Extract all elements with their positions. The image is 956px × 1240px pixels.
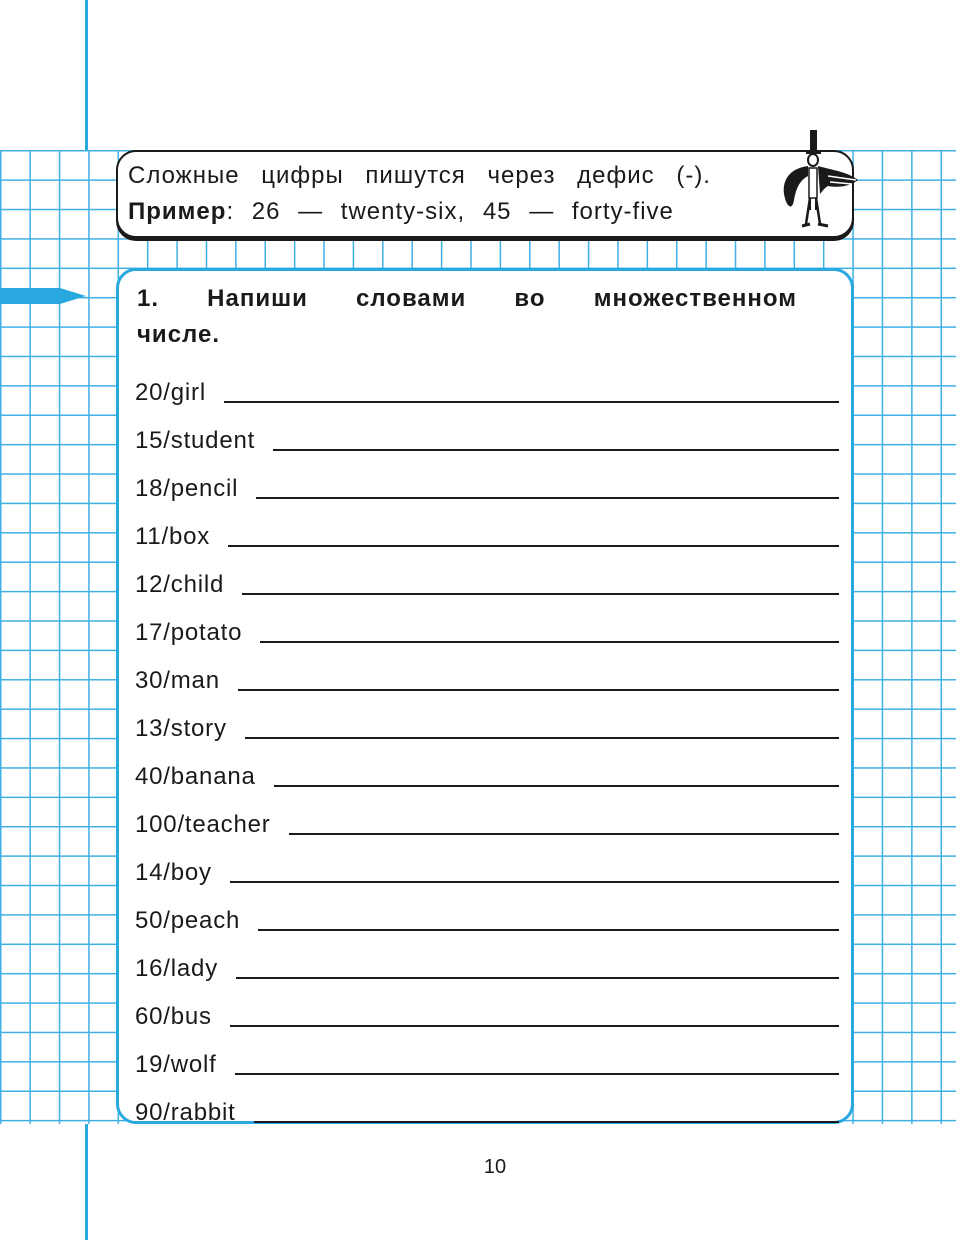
list-item xyxy=(135,455,839,503)
answer-line[interactable] xyxy=(289,832,839,835)
answer-line[interactable] xyxy=(273,448,839,451)
item-label: 13/story xyxy=(135,715,227,742)
answer-line[interactable] xyxy=(260,640,839,643)
item-label: 100/teacher xyxy=(135,811,271,838)
list-item xyxy=(135,1079,839,1127)
list-item xyxy=(135,503,839,551)
answer-line[interactable] xyxy=(254,1120,839,1123)
list-item xyxy=(135,647,839,695)
item-label: 14/boy xyxy=(135,859,212,886)
exercise-box xyxy=(116,268,854,1124)
answer-line[interactable] xyxy=(228,544,839,547)
example-label: Пример xyxy=(128,198,227,225)
list-item xyxy=(135,743,839,791)
task-title: 1. Напиши словами во множественном числе. xyxy=(137,285,797,348)
answer-line[interactable] xyxy=(256,496,839,499)
list-item xyxy=(135,359,839,407)
item-label: 19/wolf xyxy=(135,1051,217,1078)
example-text: : 26 — twenty-six, 45 — forty-five xyxy=(226,198,674,225)
item-label: 90/rabbit xyxy=(135,1099,236,1126)
list-item xyxy=(135,551,839,599)
rule-example xyxy=(128,198,674,226)
answer-line[interactable] xyxy=(224,400,839,403)
magician-figure-icon xyxy=(770,128,862,232)
item-label: 60/bus xyxy=(135,1003,212,1030)
item-label: 40/banana xyxy=(135,763,256,790)
rule-box xyxy=(116,150,854,238)
list-item xyxy=(135,791,839,839)
item-label: 12/child xyxy=(135,571,225,598)
item-label: 30/man xyxy=(135,667,220,694)
answer-line[interactable] xyxy=(236,976,839,979)
item-label: 50/peach xyxy=(135,907,241,934)
exercise-items xyxy=(135,359,839,1127)
answer-line[interactable] xyxy=(274,784,839,787)
answer-line[interactable] xyxy=(230,880,839,883)
arrow-marker-icon xyxy=(0,287,86,305)
list-item xyxy=(135,983,839,1031)
answer-line[interactable] xyxy=(242,592,839,595)
list-item xyxy=(135,1031,839,1079)
list-item xyxy=(135,887,839,935)
item-label: 18/pencil xyxy=(135,475,239,502)
page-number: 10 xyxy=(483,1156,507,1178)
item-label: 17/potato xyxy=(135,619,243,646)
list-item xyxy=(135,839,839,887)
item-label: 16/lady xyxy=(135,955,218,982)
list-item xyxy=(135,407,839,455)
item-label: 15/student xyxy=(135,427,256,454)
list-item xyxy=(135,695,839,743)
rule-text: Сложные цифры пишутся через дефис (-). xyxy=(128,162,711,189)
answer-line[interactable] xyxy=(258,928,839,931)
list-item xyxy=(135,599,839,647)
answer-line[interactable] xyxy=(245,736,839,739)
item-label: 11/box xyxy=(135,523,211,550)
answer-line[interactable] xyxy=(238,688,839,691)
list-item xyxy=(135,935,839,983)
answer-line[interactable] xyxy=(230,1024,839,1027)
answer-line[interactable] xyxy=(235,1072,839,1075)
item-label: 20/girl xyxy=(135,379,206,406)
